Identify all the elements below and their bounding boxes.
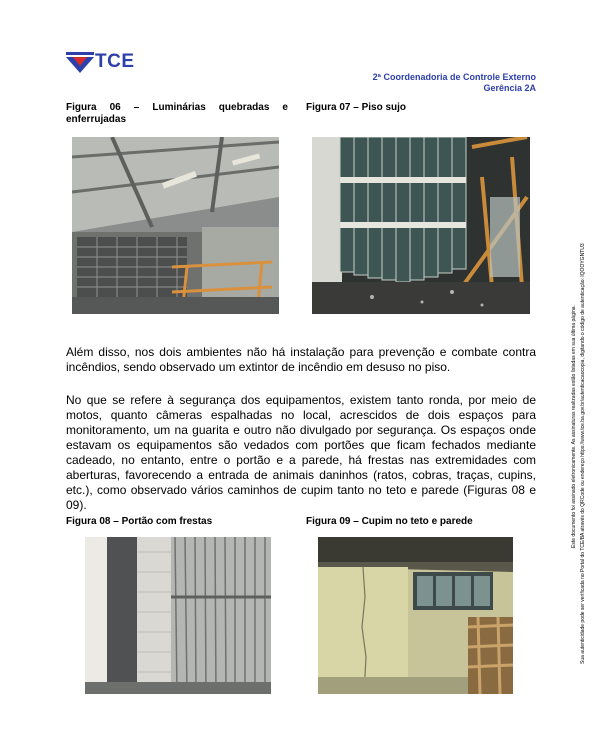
header-coordination: 2ª Coordenadoria de Controle Externo [372, 72, 536, 82]
figure-08-caption: Figura 08 – Portão com frestas [66, 516, 213, 527]
figure-07-caption: Figura 07 – Piso sujo [306, 102, 407, 113]
figure-09-caption: Figura 09 – Cupim no teto e parede [306, 516, 473, 527]
side-note-signature: Este documento foi assinado eletronicamente. As assinaturas realizadas estão listadas em sua última página. [571, 305, 577, 548]
tce-logo-mark-icon [66, 52, 96, 74]
figure-06-caption: Figura 06 – Luminárias quebradas e enferrujadas [66, 102, 288, 125]
figure-08-photo [85, 537, 271, 694]
figure-09-photo [318, 537, 513, 694]
tce-logo-text: TCE [95, 51, 135, 72]
paragraph-equipment-security: No que se refere à segurança dos equipamentos, existem tanto ronda, por meio de motos, quanto câmeras espalhadas no local, acrescidos de dois espaços para monitoramento, um na guarita e outro não divulgado por segurança. Os espaços onde estavam os equipamentos são vedados com portões que ficam fechados mediante cadeado, no entanto, entre o portão e a parede, há frestas nas extremidades com aberturas, favorecendo a entrada de animais daninhos (ratos, cobras, traças, cupins, etc.), como observado vários caminhos de cupim tanto no teto e parede (Figuras 08 e 09). [66, 393, 536, 512]
paragraph-fire-safety: Além disso, nos dois ambientes não há instalação para prevenção e combate contra incêndios, sendo observado um extintor de incêndio em desuso no piso. [66, 345, 536, 374]
figure-06-photo [72, 137, 279, 314]
header-management: Gerência 2A [483, 83, 536, 93]
side-note-authenticity: Sua autenticidade pode ser verificada no Portal do TCE/BA através do QRCode ou endereço https://www.tce.ba.gov.br/autenticacaocopia, digitando o código de autenticação: IQOOYGNTU3 [580, 243, 586, 664]
figure-07-photo [312, 137, 530, 314]
